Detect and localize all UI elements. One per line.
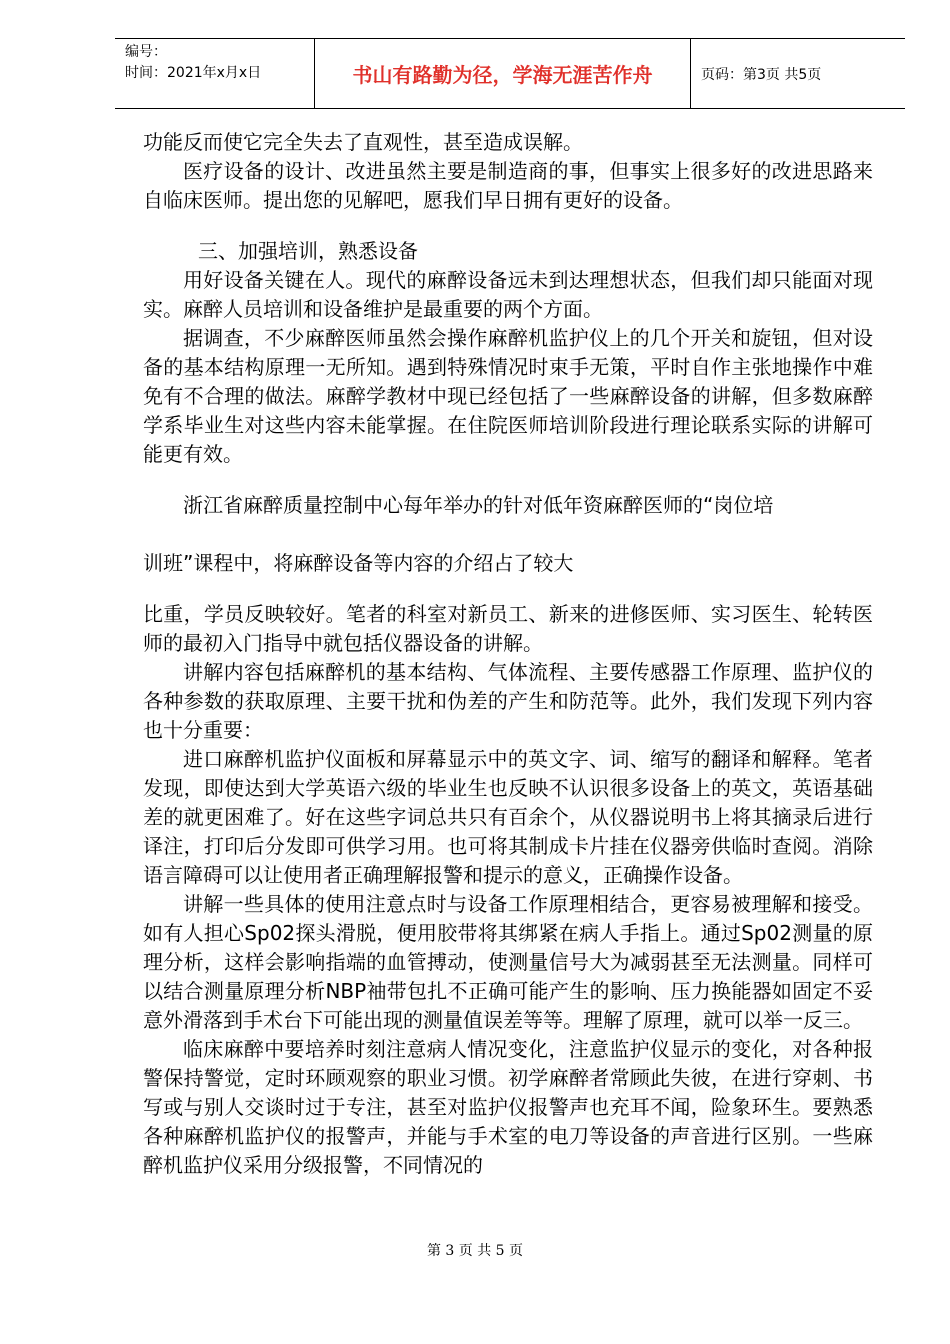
document-number-label: 编号： [125,44,167,60]
paragraph: 讲解一些具体的使用注意点时与设备工作原理相结合，更容易被理解和接受。如有人担心Sp02探头滑脱，便用胶带将其绑紧在病人手指上。通过Sp02测量的原理分析，这样会影响指端的血管搏动，使测量信号大为减弱甚至无法测量。同样可以结合测量原理分析NBP袖带包扎不正确可能产生的影响、压力换能器如固定不妥意外滑落到手术台下可能出现的测量值误差等等。理解了原理，就可以举一反三。 [143,892,873,1032]
document-time-label: 时间：2021年x月x日 [125,65,262,81]
paragraph: 临床麻醉中要培养时刻注意病人情况变化，注意监护仪显示的变化，对各种报警保持警觉，定时环顾观察的职业习惯。初学麻醉者常顾此失彼，在进行穿刺、书写或与别人交谈时过于专注，甚至对监护仪报警声也充耳不闻，险象环生。要熟悉各种麻醉机监护仪的报警声，并能与手术室的电刀等设备的声音进行区别。一些麻醉机监护仪采用分级报警，不同情况的 [143,1037,873,1177]
page-header [115,38,905,109]
page-footer: 第 3 页 共 5 页 [426,1243,524,1259]
header-page-number: 页码：第3页 共5页 [701,66,822,83]
paragraph: 比重，学员反映较好。笔者的科室对新员工、新来的进修医师、实习医生、轮转医师的最初入门指导中就包括仪器设备的讲解。 [143,602,873,655]
header-motto: 书山有路勤为径，学海无涯苦作舟 [315,39,691,108]
paragraph: 浙江省麻醉质量控制中心每年举办的针对低年资麻醉医师的“岗位培 [183,493,774,517]
paragraph: 讲解内容包括麻醉机的基本结构、气体流程、主要传感器工作原理、监护仪的各种参数的获取原理、主要干扰和伪差的产生和防范等。此外，我们发现下列内容也十分重要： [143,660,873,742]
section-heading: 三、加强培训，熟悉设备 [198,239,418,263]
paragraph: 进口麻醉机监护仪面板和屏幕显示中的英文字、词、缩写的翻译和解释。笔者发现，即使达到大学英语六级的毕业生也反映不认识很多设备上的英文，英语基础差的就更困难了。好在这些字词总共只有百余个，从仪器说明书上将其摘录后进行译注，打印后分发即可供学习用。也可将其制成卡片挂在仪器旁供临时查阅。消除语言障碍可以让使用者正确理解报警和提示的意义，正确操作设备。 [143,747,873,887]
document-body [143,128,873,1180]
paragraph: 功能反而使它完全失去了直观性，甚至造成误解。 [143,130,583,154]
paragraph: 用好设备关键在人。现代的麻醉设备远未到达理想状态，但我们却只能面对现实。麻醉人员培训和设备维护是最重要的两个方面。 [143,268,873,321]
header-meta [115,39,315,108]
paragraph: 医疗设备的设计、改进虽然主要是制造商的事，但事实上很多好的改进思路来自临床医师。提出您的见解吧，愿我们早日拥有更好的设备。 [143,159,873,212]
paragraph: 训班”课程中，将麻醉设备等内容的介绍占了较大 [143,551,574,575]
paragraph: 据调查，不少麻醉医师虽然会操作麻醉机监护仪上的几个开关和旋钮，但对设备的基本结构原理一无所知。遇到特殊情况时束手无策，平时自作主张地操作中难免有不合理的做法。麻醉学教材中现已经包括了一些麻醉设备的讲解，但多数麻醉学系毕业生对这些内容未能掌握。在住院医师培训阶段进行理论联系实际的讲解可能更有效。 [143,326,873,466]
